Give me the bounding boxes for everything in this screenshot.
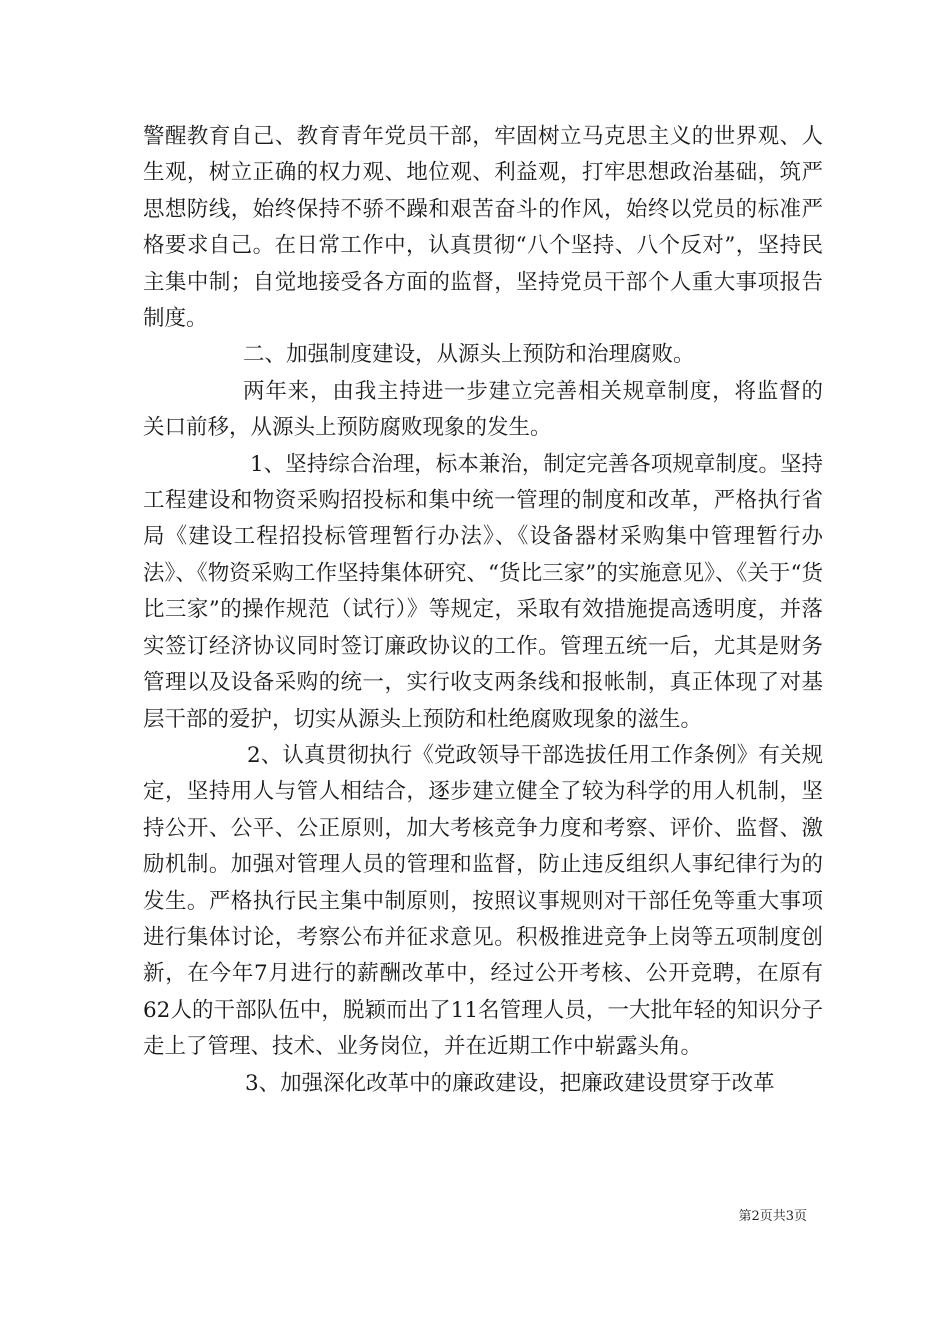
document-body	[143, 119, 823, 1102]
paragraph-item-3: 3、加强深化改革中的廉政建设，把廉政建设贯穿于改革	[245, 1070, 775, 1096]
paragraph-item-1: 1、坚持综合治理，标本兼治，制定完善各项规章制度。坚持工程建设和物资采购招投标和集中统一管理的制度和改革，严格执行省局《建设工程招投标管理暂行办法》、《设备器材采购集中管理暂行办法》、《物资采购工作坚持集体研究、“货比三家”的实施意见》、《关于“货比三家”的操作规范（试行）》等规定，采取有效措施提高透明度，并落实签订经济协议同时签订廉政协议的工作。管理五统一后，尤其是财务管理以及设备采购的统一，实行收支两条线和报帐制，真正体现了对基层干部的爱护，切实从源头上预防和杜绝腐败现象的滋生。	[143, 451, 823, 732]
paragraph-intro: 两年来，由我主持进一步建立完善相关规章制度，将监督的关口前移，从源头上预防腐败现象的发生。	[143, 378, 823, 441]
page-number-footer: 第2页共3页	[738, 1209, 807, 1224]
section-heading: 二、加强制度建设，从源头上预防和治理腐败。	[243, 342, 695, 368]
paragraph-item-2: 2、认真贯彻执行《党政领导干部选拔任用工作条例》有关规定，坚持用人与管人相结合，逐步建立健全了较为科学的用人机制，坚持公开、公平、公正原则，加大考核竞争力度和考察、评价、监督、激励机制。加强对管理人员的管理和监督，防止违反组织人事纪律行为的发生。严格执行民主集中制原则，按照议事规则对干部任免等重大事项进行集体讨论，考察公布并征求意见。积极推进竞争上岗等五项制度创新，在今年7月进行的薪酬改革中，经过公开考核、公开竞聘，在原有62人的干部队伍中，脱颖而出了11名管理人员，一大批年轻的知识分子走上了管理、技术、业务岗位，并在近期工作中崭露头角。	[143, 742, 823, 1060]
paragraph-continuation: 警醒教育自己、教育青年党员干部，牢固树立马克思主义的世界观、人生观，树立正确的权力观、地位观、利益观，打牢思想政治基础，筑严思想防线，始终保持不骄不躁和艰苦奋斗的作风，始终以党员的标准严格要求自己。在日常工作中，认真贯彻“八个坚持、八个反对”，坚持民主集中制；自觉地接受各方面的监督，坚持党员干部个人重大事项报告制度。	[143, 124, 823, 332]
